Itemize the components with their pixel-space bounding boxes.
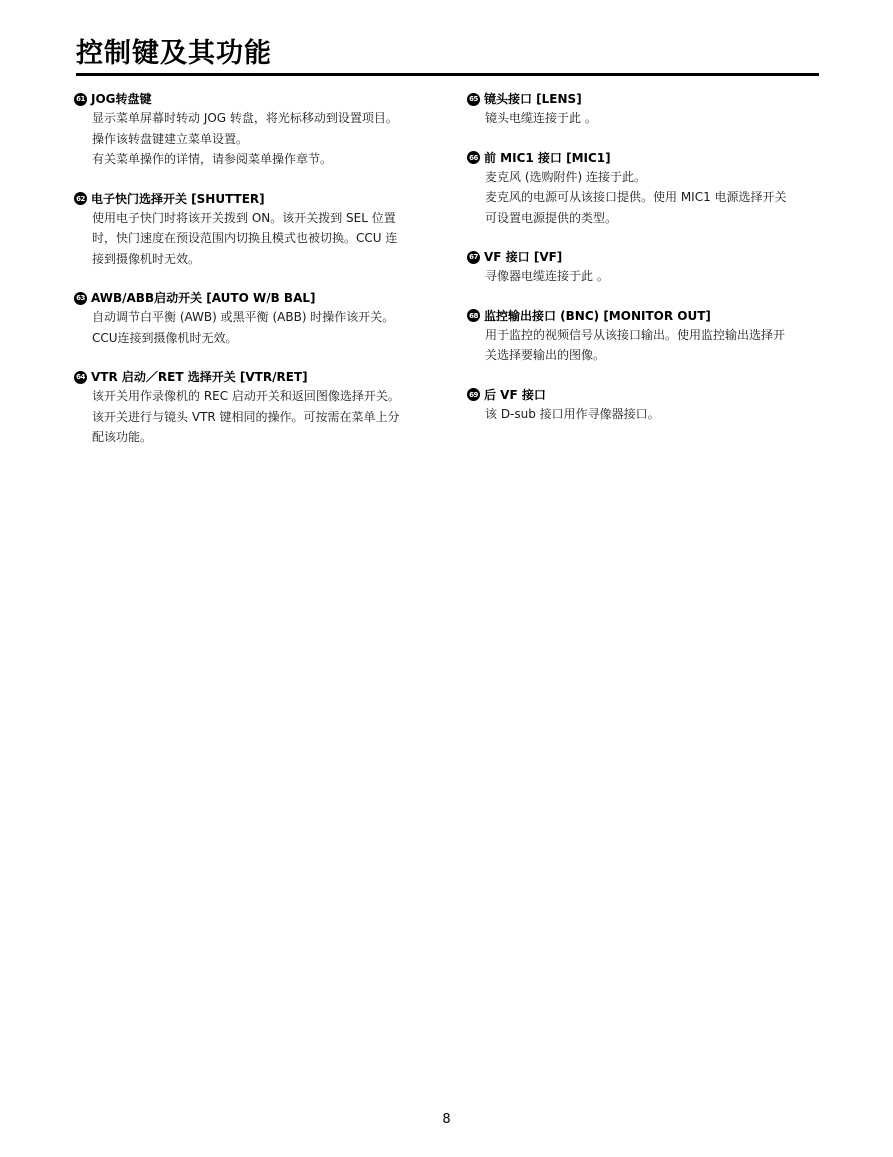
item-number-badge: 69: [467, 388, 480, 401]
item-heading-text: 镜头接口 [LENS]: [484, 92, 582, 106]
control-item: [467, 307, 827, 366]
control-item-description: [74, 208, 434, 270]
item-number-badge: 67: [467, 251, 480, 264]
control-item-description: [74, 307, 434, 348]
control-item: [74, 368, 434, 448]
control-item-description: [74, 108, 434, 170]
item-heading-text: 监控输出接口 (BNC) [MONITOR OUT]: [484, 308, 711, 323]
control-item: [467, 248, 827, 287]
description-line: 自动调节白平衡 (AWB) 或黑平衡 (ABB) 时操作该开关。: [92, 310, 395, 324]
item-heading-text: 电子快门选择开关 [SHUTTER]: [91, 191, 265, 206]
item-number-badge: 62: [74, 192, 87, 205]
page-number: 8: [442, 1112, 451, 1127]
description-line: CCU连接到摄像机时无效。: [92, 330, 238, 345]
control-item: [467, 386, 827, 425]
description-line: 关选择要输出的图像。: [485, 348, 606, 362]
control-item-heading: [467, 307, 827, 325]
control-item-heading: [74, 368, 434, 386]
control-item-description: [467, 325, 827, 366]
description-line: 寻像器电缆连接于此 。: [485, 269, 609, 283]
description-line: 有关菜单操作的详情，请参阅菜单操作章节。: [92, 152, 333, 166]
description-line: 麦克风 (选购附件) 连接于此。: [485, 169, 646, 184]
description-line: 配该功能。: [92, 430, 153, 444]
page-title: 控制键及其功能: [76, 38, 272, 69]
description-line: 可设置电源提供的类型。: [485, 210, 618, 225]
item-heading-text: VF 接口 [VF]: [484, 250, 563, 264]
control-item-description: [467, 266, 827, 287]
description-line: 该开关用作录像机的 REC 启动开关和返回图像选择开关。: [92, 389, 400, 403]
control-item-heading: [467, 386, 827, 404]
description-line: 接到摄像机时无效。: [92, 251, 201, 266]
control-item-heading: [74, 90, 434, 108]
item-number-badge: 64: [74, 371, 87, 384]
control-item-description: [74, 386, 434, 448]
item-number-badge: 63: [74, 292, 87, 305]
right-column: [467, 90, 827, 444]
description-line: 显示菜单屏幕时转动 JOG 转盘，将光标移动到设置项目。: [92, 111, 398, 125]
item-number-badge: 65: [467, 93, 480, 106]
control-item: [74, 90, 434, 170]
control-item: [74, 190, 434, 270]
description-line: 镜头电缆连接于此 。: [485, 111, 597, 125]
left-column: [74, 90, 434, 468]
item-heading-text: 后 VF 接口: [484, 387, 546, 402]
item-heading-text: VTR 启动／RET 选择开关 [VTR/RET]: [91, 370, 308, 384]
control-item: [74, 289, 434, 348]
control-item-heading: [467, 90, 827, 108]
item-heading-text: 前 MIC1 接口 [MIC1]: [484, 150, 611, 165]
description-line: 该开关进行与镜头 VTR 键相同的操作。可按需在菜单上分: [92, 409, 400, 424]
description-line: 使用电子快门时将该开关拨到 ON。该开关拨到 SEL 位置: [92, 210, 396, 225]
control-item: [467, 90, 827, 129]
title-rule: [76, 73, 819, 76]
control-item-heading: [467, 248, 827, 266]
control-item-description: [467, 404, 827, 425]
item-number-badge: 68: [467, 309, 480, 322]
item-number-badge: 61: [74, 93, 87, 106]
item-heading-text: JOG转盘键: [91, 92, 152, 106]
description-line: 时，快门速度在预设范围内切换且模式也被切换。CCU 连: [92, 231, 398, 245]
control-item-heading: [74, 190, 434, 208]
description-line: 用于监控的视频信号从该接口输出。使用监控输出选择开: [485, 327, 786, 342]
description-line: 麦克风的电源可从该接口提供。使用 MIC1 电源选择开关: [485, 190, 787, 204]
item-number-badge: 66: [467, 151, 480, 164]
control-item-description: [467, 167, 827, 229]
control-item-description: [467, 108, 827, 129]
item-heading-text: AWB/ABB启动开关 [AUTO W/B BAL]: [91, 291, 316, 305]
description-line: 该 D-sub 接口用作寻像器接口。: [485, 406, 660, 421]
description-line: 操作该转盘键建立菜单设置。: [92, 131, 249, 146]
control-item: [467, 149, 827, 229]
control-item-heading: [467, 149, 827, 167]
control-item-heading: [74, 289, 434, 307]
